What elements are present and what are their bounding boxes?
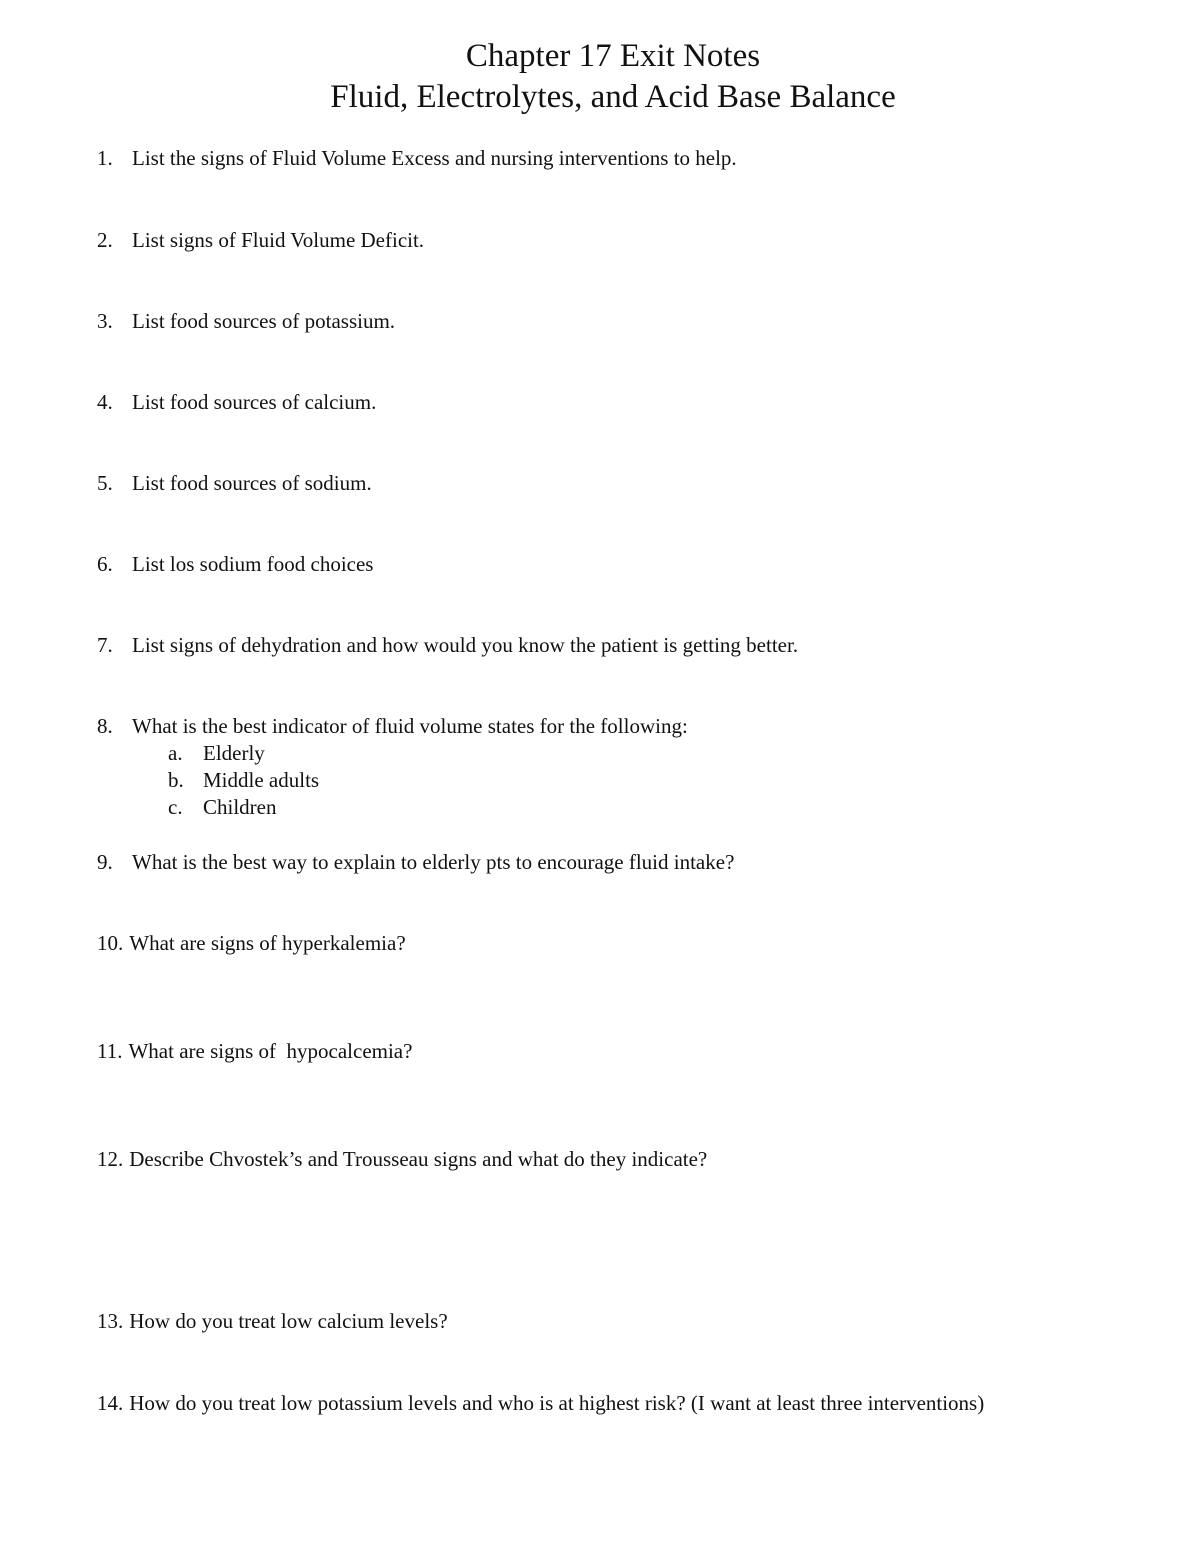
question-12 — [97, 1146, 707, 1172]
question-text: How do you treat low potassium levels and who is at highest risk? (I want at least three interventions) — [129, 1391, 985, 1415]
question-number: 9. — [97, 850, 113, 874]
question-text: List food sources of calcium. — [132, 390, 377, 414]
question-text: What are signs of hyperkalemia? — [129, 931, 406, 955]
question-14 — [97, 1390, 984, 1416]
question-11 — [97, 1038, 412, 1064]
sub-item-text: Elderly — [203, 741, 265, 765]
question-text: List the signs of Fluid Volume Excess and nursing interventions to help. — [132, 146, 737, 170]
question-number: 13. — [97, 1309, 124, 1333]
question-2 — [97, 227, 424, 253]
question-text: List food sources of sodium. — [132, 471, 372, 495]
sub-item-letter: c. — [168, 795, 183, 819]
question-9 — [97, 849, 734, 875]
question-number: 7. — [97, 633, 113, 657]
question-text: List signs of dehydration and how would you know the patient is getting better. — [132, 633, 799, 657]
sub-item-letter: a. — [168, 741, 183, 765]
question-number: 14. — [97, 1391, 124, 1415]
question-number: 4. — [97, 390, 113, 414]
question-number: 6. — [97, 552, 113, 576]
question-10 — [97, 930, 406, 956]
question-text: Describe Chvostek’s and Trousseau signs and what do they indicate? — [129, 1147, 708, 1171]
question-text: What are signs of hypocalcemia? — [128, 1039, 413, 1063]
question-number: 8. — [97, 714, 113, 738]
question-number: 12. — [97, 1147, 124, 1171]
question-number: 3. — [97, 309, 113, 333]
question-13 — [97, 1308, 448, 1334]
question-1 — [97, 145, 737, 171]
question-7 — [97, 632, 798, 658]
question-4 — [97, 389, 376, 415]
question-text: What is the best way to explain to elderly pts to encourage fluid intake? — [132, 850, 735, 874]
question-8 — [97, 713, 688, 739]
question-5 — [97, 470, 372, 496]
sub-item-letter: b. — [168, 768, 184, 792]
question-number: 5. — [97, 471, 113, 495]
question-text: What is the best indicator of fluid volume states for the following: — [132, 714, 688, 738]
sub-item-c — [168, 794, 277, 820]
sub-item-text: Children — [203, 795, 277, 819]
sub-item-a — [168, 740, 265, 766]
question-text: List food sources of potassium. — [132, 309, 396, 333]
question-6 — [97, 551, 373, 577]
question-text: List signs of Fluid Volume Deficit. — [132, 228, 425, 252]
question-number: 11. — [97, 1039, 123, 1063]
question-text: How do you treat low calcium levels? — [129, 1309, 448, 1333]
page-subtitle: Fluid, Electrolytes, and Acid Base Balance — [330, 79, 896, 115]
sub-item-text: Middle adults — [203, 768, 320, 792]
page-title: Chapter 17 Exit Notes — [465, 38, 761, 74]
question-number: 10. — [97, 931, 124, 955]
question-number: 1. — [97, 146, 113, 170]
question-number: 2. — [97, 228, 113, 252]
question-3 — [97, 308, 395, 334]
question-text: List los sodium food choices — [132, 552, 374, 576]
sub-item-b — [168, 767, 319, 793]
